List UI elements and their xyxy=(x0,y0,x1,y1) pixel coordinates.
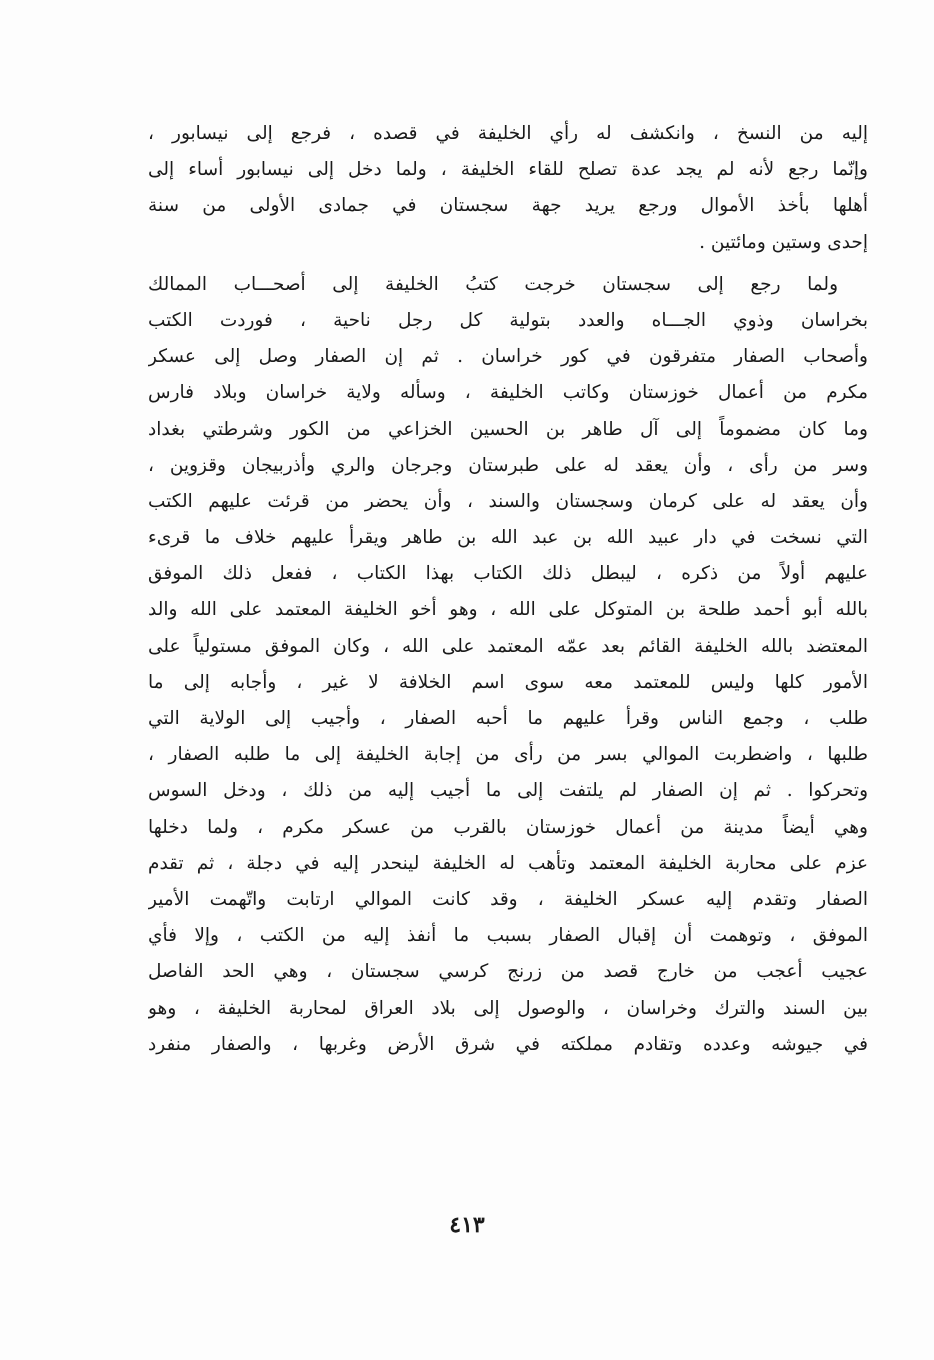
text-line: طلب ، وجمع الناس وقرأ عليهم ما أحبه الصفار ، وأجيب إلى الولاية التي xyxy=(148,708,868,729)
paragraph xyxy=(148,267,868,1063)
text-line: مكرم من أعمال خوزستان وكاتب الخليفة ، وسأله ولاية خراسان وبلاد فارس xyxy=(148,382,868,404)
text-line: الصفار وتقدم إليه عسكر الخليفة ، وقد كانت الموالي ارتابت واتّهمت الأمير xyxy=(148,888,868,910)
text-line: طلبها ، واضطربت الموالي بسر من رأى من إجابة الخليفة إلى ما طلبه الصفار ، xyxy=(148,744,868,766)
text-line: وما كان مضموماً إلى آل طاهر بن الحسين الخزاعي من الكور وشرطتي بغداد xyxy=(148,418,868,440)
text-line: ولما رجع إلى سجستان خرجت كتبُ الخليفة إلى أصحـــاب الممالك xyxy=(148,273,838,295)
text-line: في جيوشه وعدده وتقادم مملكته في شرق الأرض وغربها ، والصفار منفرد xyxy=(148,1033,868,1055)
text-line: الموفق ، وتوهمت أن إقبال الصفار بسبب ما أنفذ إليه من الكتب ، وإلا فأي xyxy=(148,925,868,947)
text-line: عجيب أعجب من خارج قصد من زرنج كرسي سجستان ، وهي الحد الفاصل xyxy=(148,961,868,983)
text-line: وهي أيضاً مدينة من أعمال خوزستان بالقرب من عسكر مكرم ، ولما دخلها xyxy=(148,816,868,838)
text-line: الأمور كلها وليس للمعتمد معه سوى اسم الخلافة لا غير ، وأجابه إلى ما xyxy=(148,671,868,693)
text-line: وسر من رأى ، وأن يعقد له على طبرستان وجرجان والري وأذربيجان وقزوين ، xyxy=(148,454,868,476)
text-line: وتحركوا . ثم إن الصفار لم يلتفت إلى ما أجيب إليه من ذلك ، ودخل السوس xyxy=(148,780,868,802)
text-line: إحدى وستين ومائتين . xyxy=(699,231,868,253)
text-line: وإنّما رجع لأنه لم يجد عدة تصلح للقاء الخليفة ، ولما دخل إلى نيسابور أساء إلى xyxy=(148,159,868,181)
text-line: بين السند والترك وخراسان ، والوصول إلى بلاد العراق لمحاربة الخليفة ، وهو xyxy=(148,997,868,1019)
text-line: أهلها بأخذ الأموال ورجع يريد جهة سجستان في جمادى الأولى من سنة xyxy=(148,195,868,217)
page-number: ٤١٣ xyxy=(449,1212,485,1238)
text-line: التي نسخت في دار عبيد الله بن عبد الله بن طاهر ويقرأ عليهم خلاف ما قرىء xyxy=(148,527,868,549)
text-line: بخراسان وذوي الجـــاه والعدد بتولية كل رجل ناحية ، فوردت الكتب xyxy=(148,309,868,331)
paragraph xyxy=(148,116,868,261)
text-line: وأصحاب الصفار متفرقون في كور خراسان . ثم إن الصفار وصل إلى عسكر xyxy=(148,346,868,368)
text-line: وأن يعقد له على كرمان وسجستان والسند ، وأن يحضر من قرئت عليهم الكتب xyxy=(148,490,868,512)
text-line: المعتضد بالله الخليفة القائم بعد عمّه المعتمد على الله ، وكان الموفق مستولياً على xyxy=(148,635,868,657)
text-line: إليه من النسخ ، وانكشف له رأي الخليفة في قصده ، فرجع إلى نيسابور ، xyxy=(148,123,868,144)
text-line: بالله أبو أحمد طلحة بن المتوكل على الله ، وهو أخو الخليفة المعتمد على الله والد xyxy=(148,599,868,621)
text-line: عزم على محاربة الخليفة المعتمد وتأهب له الخليفة لينحدر إليه في دجلة ، ثم تقدم xyxy=(148,852,868,874)
text-line: عليهم أولاً من ذكره ، ليبطل ذلك الكتاب بهذا الكتاب ، ففعل ذلك الموفق xyxy=(148,563,868,585)
body-text xyxy=(148,116,868,1063)
